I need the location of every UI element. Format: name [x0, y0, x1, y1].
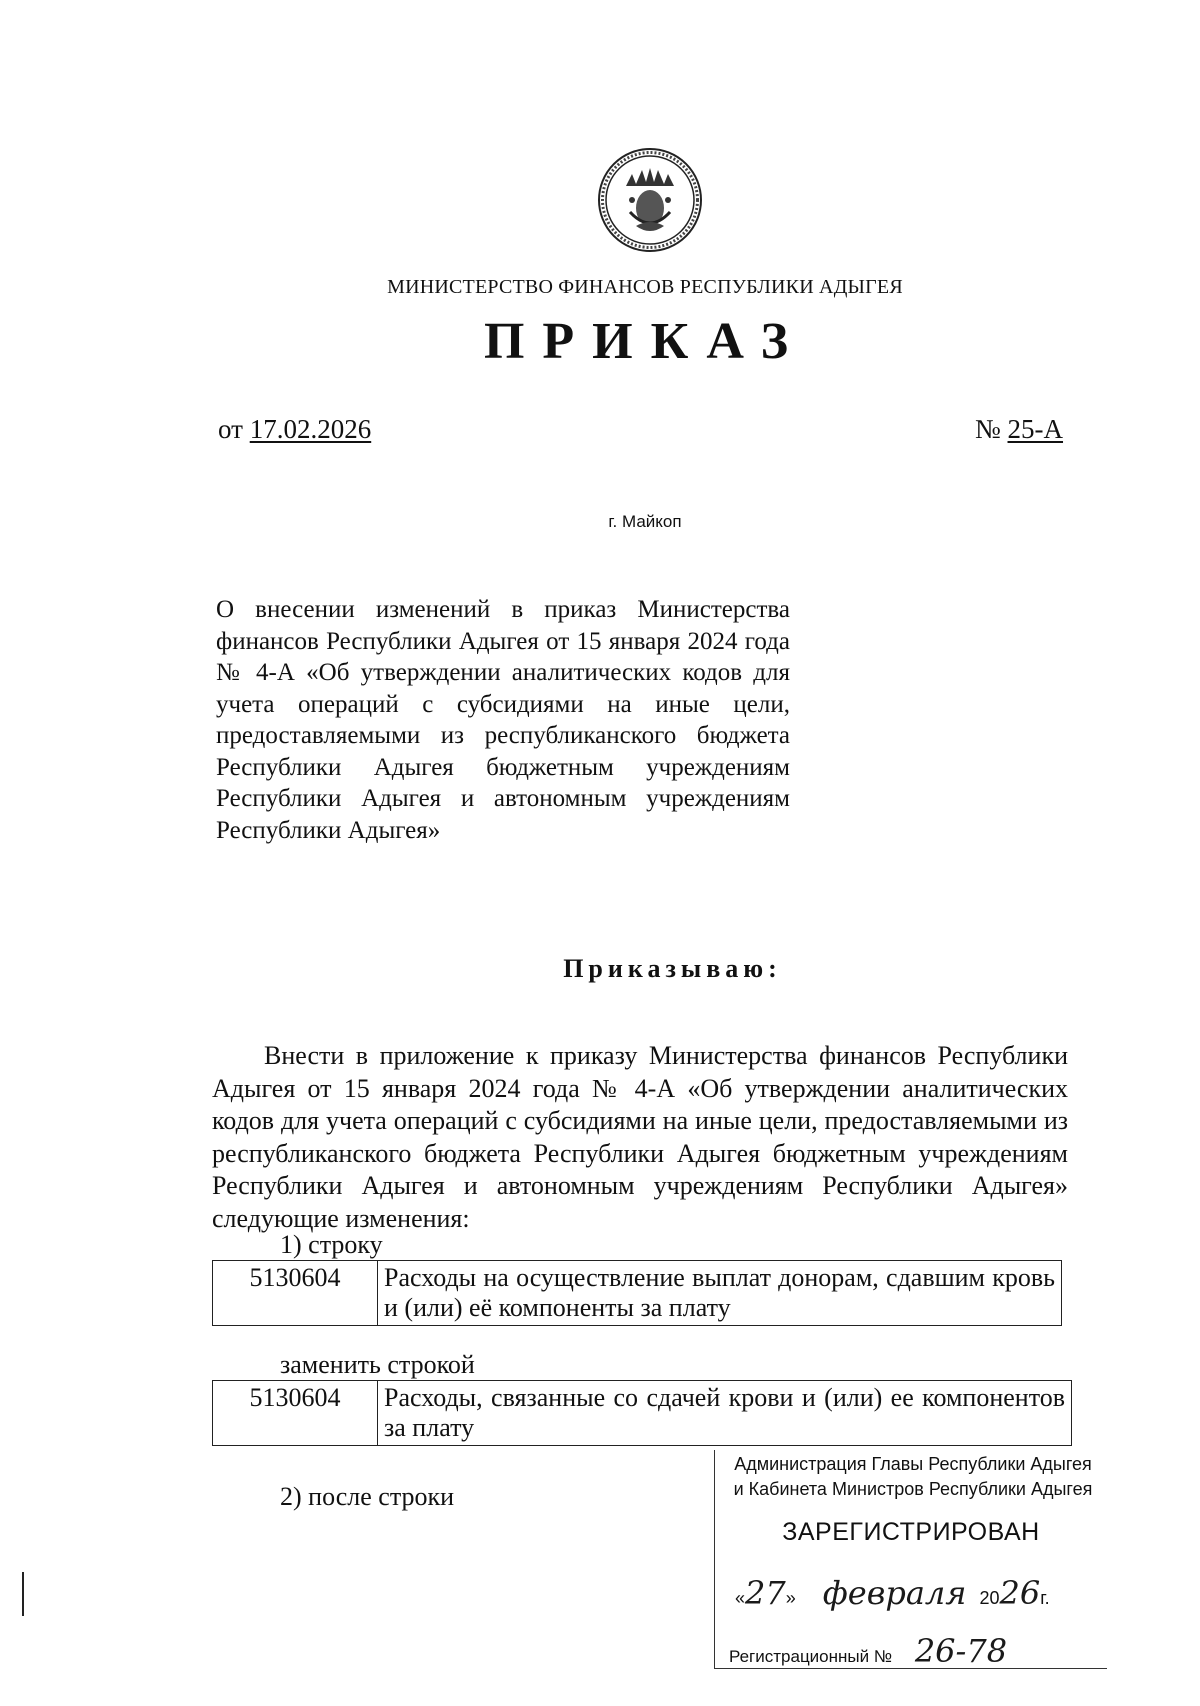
date-prefix: от: [218, 414, 243, 444]
stamp-year-unit: г.: [1040, 1588, 1050, 1608]
order-number: 25-А: [1007, 414, 1064, 444]
order-date-line: [218, 414, 371, 445]
order-number-line: [975, 414, 1063, 445]
replace-label: заменить строкой: [280, 1350, 475, 1379]
old-row-code: 5130604: [213, 1261, 378, 1326]
stamp-org-line1: Администрация Главы Республики Адыгея: [734, 1454, 1092, 1474]
old-row-description: Расходы на осуществление выплат донорам, сдавшим кровь и (или) её компоненты за плату: [378, 1261, 1062, 1326]
stamp-year-suffix: 26: [999, 1574, 1041, 1612]
new-row-table: [212, 1380, 1072, 1446]
number-prefix: №: [975, 414, 1001, 444]
stamp-status: ЗАРЕГИСТРИРОВАН: [782, 1518, 1040, 1546]
stamp-org-line2: и Кабинета Министров Республики Адыгея: [733, 1479, 1093, 1499]
stamp-day: 27: [745, 1574, 786, 1612]
margin-mark: [22, 1572, 24, 1616]
stamp-date: «27» февраля 2026г.: [735, 1574, 1050, 1612]
stamp-year-prefix: 20: [979, 1588, 1000, 1608]
order-subject: О внесении изменений в приказ Министерства финансов Республики Адыгея от 15 января 2024 года № 4-А «Об утверждении аналитических кодов для учета операций с субсидиями на иные цели, предоставляемыми из республиканского бюджета Республики Адыгея бюджетным учреждениям Республики Адыгея и автономным учреждениям Республики Адыгея»: [216, 596, 790, 844]
item1-label: 1) строку: [280, 1230, 383, 1259]
ministry-name: МИНИСТЕРСТВО ФИНАНСОВ РЕСПУБЛИКИ АДЫГЕЯ: [387, 276, 903, 298]
item2-label: 2) после строки: [280, 1482, 455, 1511]
old-row-table: [212, 1260, 1062, 1326]
order-date: 17.02.2026: [249, 414, 372, 444]
coat-of-arms-emblem: [596, 146, 704, 254]
new-row-description: Расходы, связанные со сдачей крови и (или) ее компонентов за плату: [378, 1381, 1072, 1446]
stamp-organization: [723, 1452, 1103, 1502]
stamp-reg-label: Регистрационный №: [729, 1647, 893, 1666]
table-row: [213, 1261, 1062, 1326]
registration-stamp: [714, 1450, 1107, 1669]
new-row-code: 5130604: [213, 1381, 378, 1446]
stamp-month: февраля: [822, 1574, 967, 1612]
city-name: г. Майкоп: [608, 512, 682, 531]
stamp-reg-number: 26-78: [914, 1632, 1008, 1670]
order-directive-heading: Приказываю:: [563, 954, 782, 983]
stamp-registration: [729, 1632, 1007, 1670]
document-type-title: ПРИКАЗ: [483, 313, 807, 370]
table-row: [213, 1381, 1072, 1446]
order-body-paragraph: Внести в приложение к приказу Министерства финансов Республики Адыгея от 15 января 2024 года № 4-А «Об утверждении аналитических кодов для учета операций с субсидиями на иные цели, предоставляемыми из республиканского бюджета Республики Адыгея бюджетным учреждениям Республики Адыгея и автономным учреждениям Республики Адыгея» следующие изменения:: [212, 1041, 1068, 1233]
